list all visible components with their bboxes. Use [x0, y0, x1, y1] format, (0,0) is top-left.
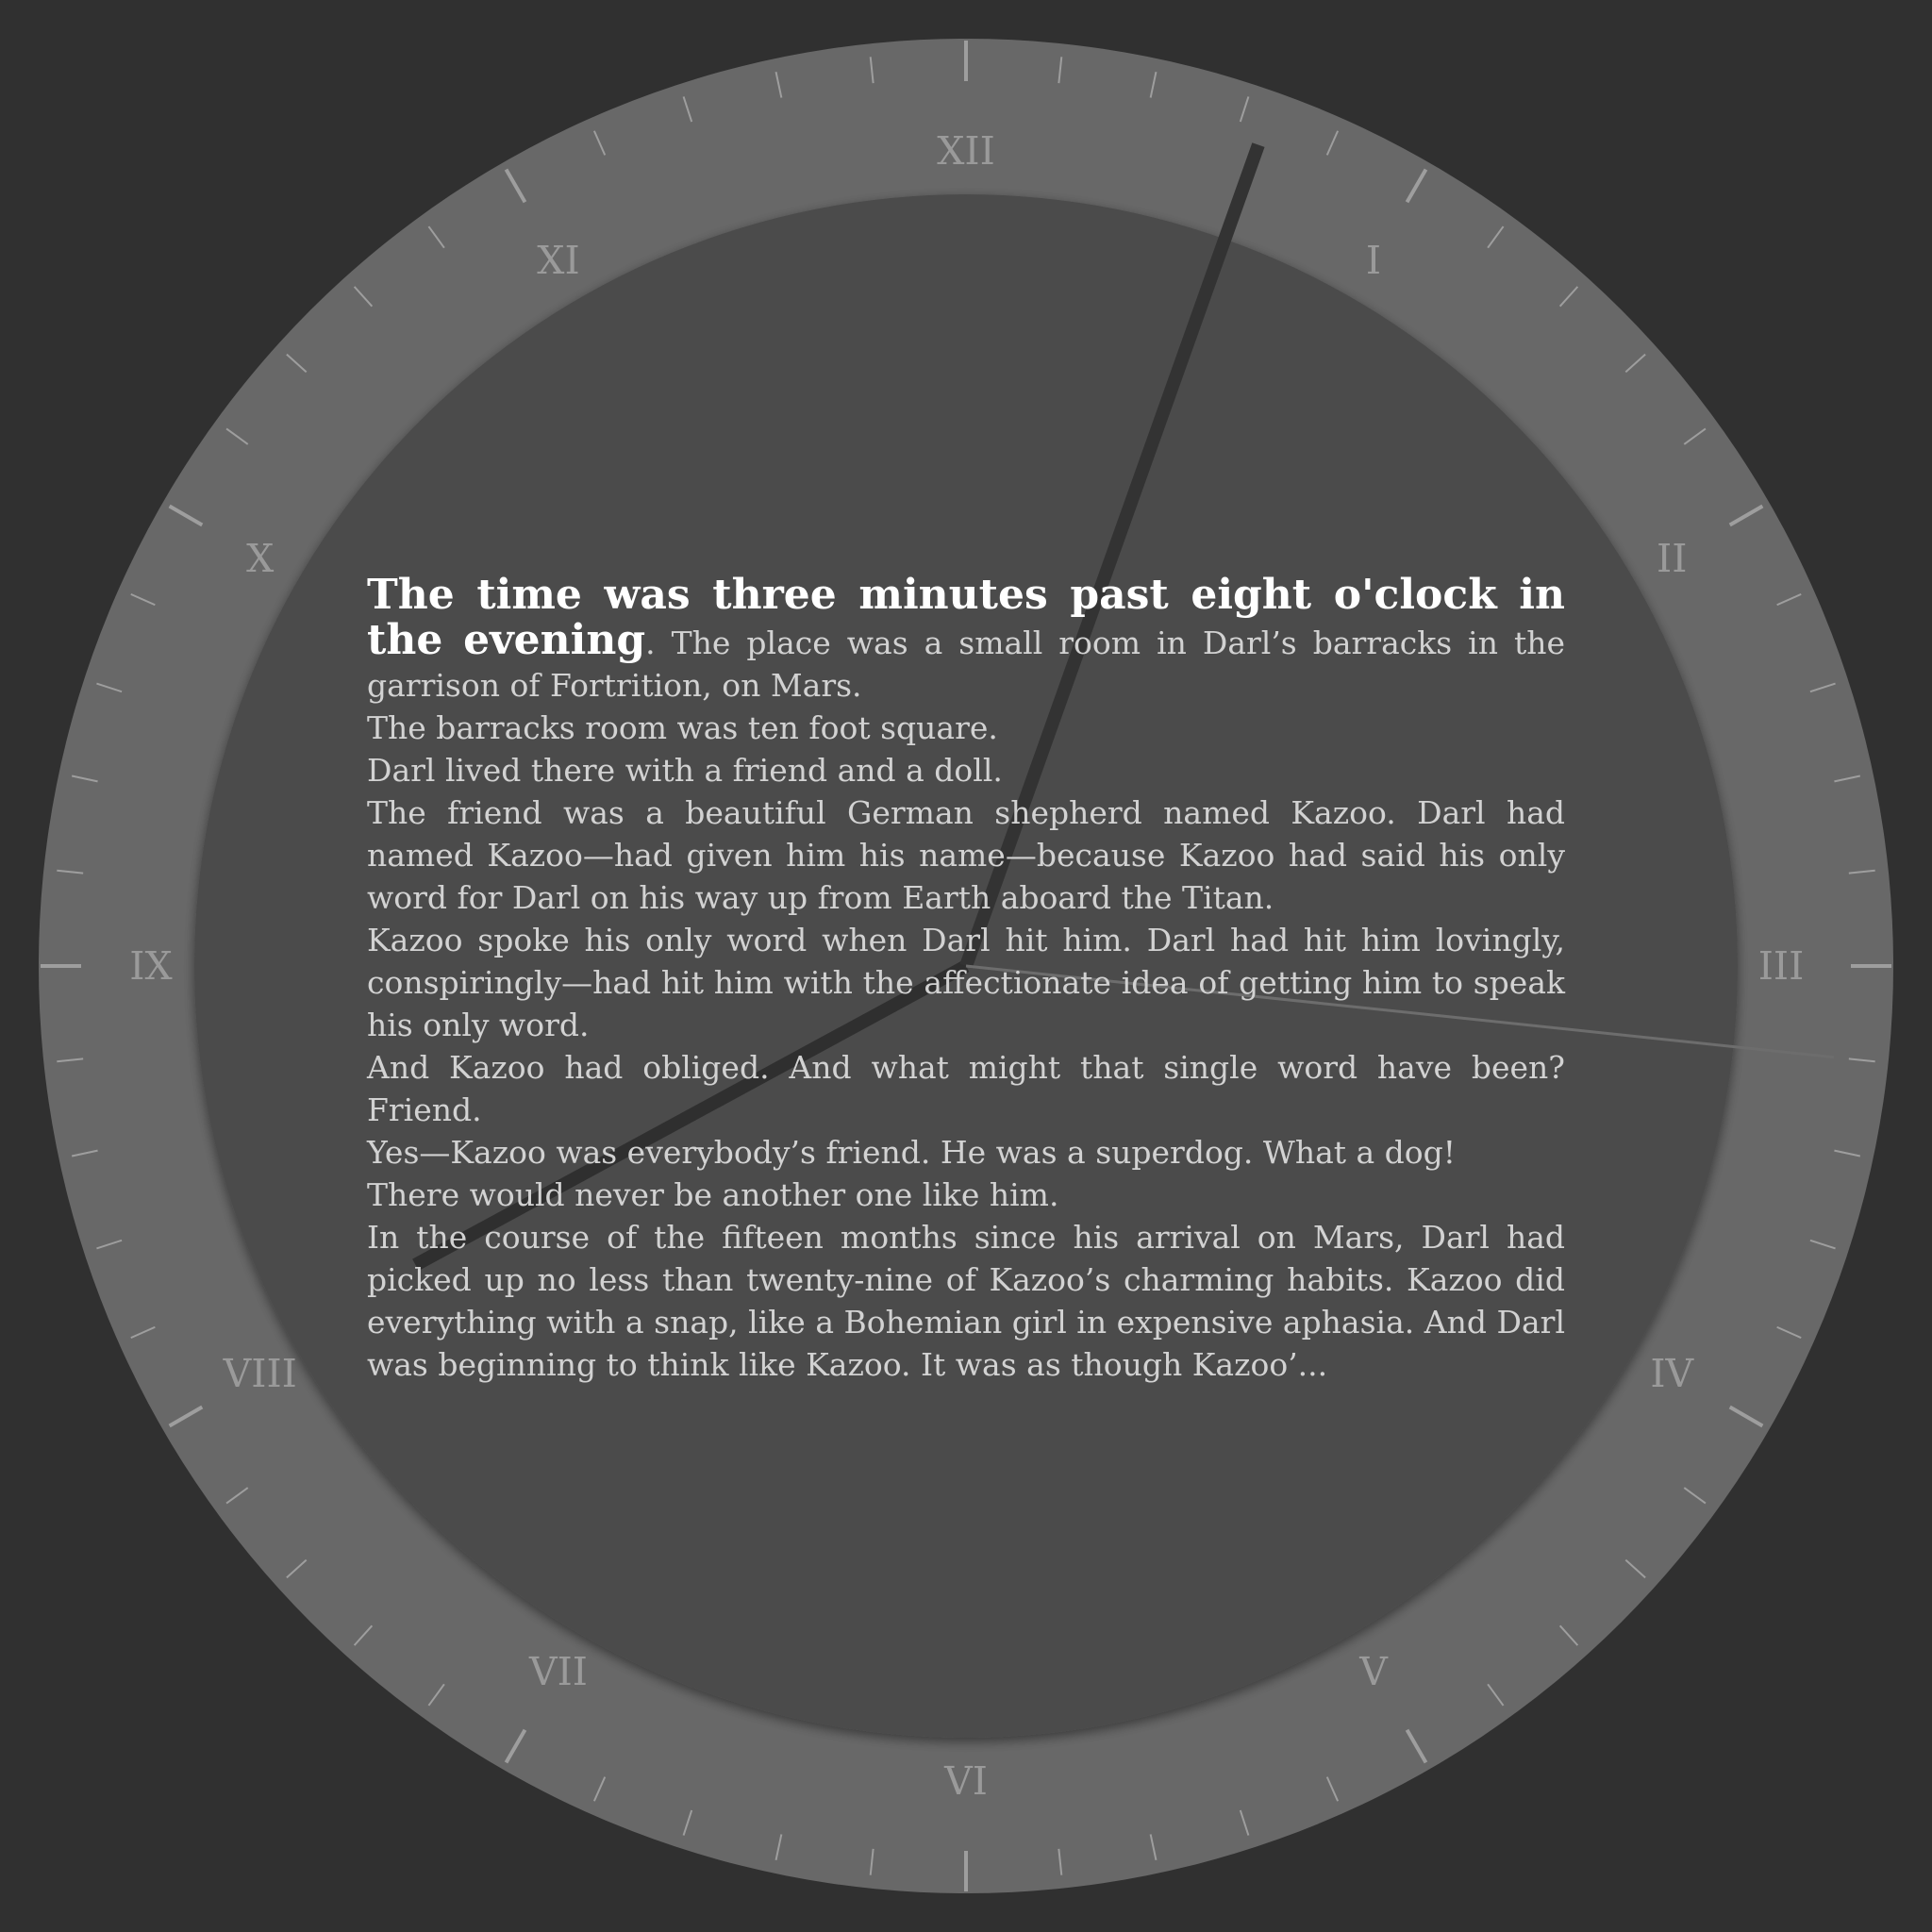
paragraph: Darl lived there with a friend and a doll.	[367, 752, 1003, 789]
paragraph: Kazoo spoke his only word when Darl hit him. Darl had hit him lovingly, conspiringly—had hit him with the affectionate idea of getting him to speak his only word.	[367, 922, 1565, 1043]
paragraph: The barracks room was ten foot square.	[367, 709, 998, 746]
hour-numeral: VII	[528, 1649, 589, 1695]
paragraph: There would never be another one like him.	[367, 1176, 1059, 1213]
hour-numeral: I	[1365, 237, 1382, 283]
hour-numeral: IV	[1650, 1351, 1694, 1396]
opening-paragraph	[367, 571, 1566, 707]
paragraph: The friend was a beautiful German shepherd named Kazoo. Darl had named Kazoo—had given him his name—because Kazoo had said his only word for Darl on his way up from Earth aboard the Titan.	[367, 794, 1565, 916]
lead-sentence: The time was three minutes past eight o'clock in the evening	[367, 571, 1565, 664]
paragraph: Yes—Kazoo was everybody’s friend. He was a superdog. What a dog!	[367, 1134, 1457, 1171]
hour-numeral: XI	[537, 237, 580, 283]
hour-numeral: VI	[944, 1758, 988, 1804]
opening-rest: . The place was a small room in Darl’s barracks in the garrison of Fortrition, on Mars.	[367, 625, 1566, 704]
hour-numeral: V	[1359, 1649, 1388, 1695]
hour-numeral: IX	[129, 943, 173, 989]
paragraph: In the course of the fifteen months since his arrival on Mars, Darl had picked up no less than twenty-nine of Kazoo’s charming habits. Kazoo did everything with a snap, like a Bohemian girl in expensive aphasia. And Darl was beginning to think like Kazoo. It was as though Kazoo’...	[367, 1219, 1565, 1383]
hour-numeral: III	[1757, 943, 1805, 989]
hour-numeral: VIII	[223, 1351, 297, 1396]
paragraph: And Kazoo had obliged. And what might that single word have been? Friend.	[367, 1049, 1565, 1128]
hour-numeral: X	[246, 536, 275, 581]
story-passage	[367, 571, 1566, 1386]
hour-numeral: II	[1657, 536, 1688, 581]
hour-numeral: XII	[937, 128, 995, 174]
